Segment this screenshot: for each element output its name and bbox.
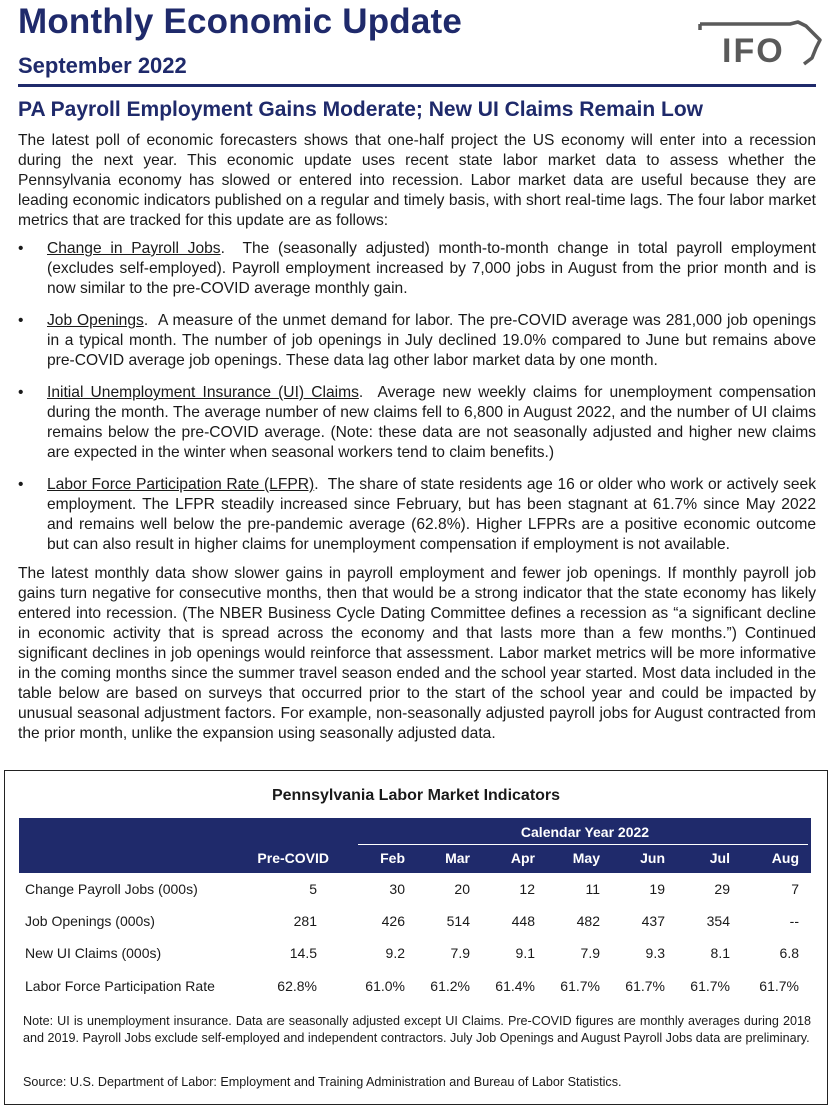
metric-term: Job Openings	[47, 312, 144, 329]
column-header: Aug	[771, 850, 799, 866]
metric-description: Average new weekly claims for unemployment compensation during the month. The average number of new claims fell to 6,800 in August 2022, and the number of UI claims remains below the pre-COVID average. (Note: these data are not seasonally adjusted and higher new claims are expected in the winter when seasonal workers tend to claim benefits.)	[47, 384, 816, 461]
table-cell: 61.0%	[365, 978, 405, 994]
report-date: September 2022	[18, 53, 187, 78]
table-cell: 11	[585, 881, 600, 897]
table-cell: 5	[309, 881, 317, 897]
row-label: Change Payroll Jobs (000s)	[25, 881, 198, 897]
metric-description: A measure of the unmet demand for labor. The pre-COVID average was 281,000 job openings in a typical month. The number of job openings in July declined 19.0% compared to June but remains above pre-COVID average job openings. These data lag other labor market data by one month.	[47, 312, 816, 369]
table-header	[19, 818, 811, 873]
table-cell: 482	[576, 913, 600, 929]
table-cell: 12	[519, 881, 535, 897]
table-cell: --	[789, 913, 799, 929]
metric-term: Labor Force Participation Rate (LFPR)	[47, 476, 315, 493]
article-headline: PA Payroll Employment Gains Moderate; New UI Claims Remain Low	[18, 98, 703, 121]
ifo-logo	[694, 18, 824, 74]
metric-term: Initial Unemployment Insurance (UI) Claims	[47, 384, 359, 401]
column-header: May	[572, 850, 600, 866]
table-cell: 61.7%	[759, 978, 799, 994]
table-cell: 448	[511, 913, 535, 929]
table-cell: 281	[293, 913, 317, 929]
table-cell: 9.3	[645, 945, 665, 961]
table-note: Note: UI is unemployment insurance. Data are seasonally adjusted except UI Claims. Pre-COVID figures are monthly averages during 2018 and 2019. Payroll Jobs exclude self-employed and independent contractors. July Job Openings and August Payroll Jobs data are preliminary.	[23, 1014, 811, 1045]
table-row	[19, 941, 811, 965]
table-cell: 61.7%	[690, 978, 730, 994]
indicators-table-box	[4, 770, 828, 1105]
table-cell: 514	[446, 913, 470, 929]
column-header: Pre-COVID	[257, 850, 329, 866]
table-cell: 7.9	[450, 945, 470, 961]
table-cell: 354	[706, 913, 730, 929]
table-row	[19, 877, 811, 901]
table-row	[19, 974, 811, 998]
column-header: Jun	[640, 850, 665, 866]
table-cell: 8.1	[710, 945, 730, 961]
logo-text: IFO	[722, 32, 785, 70]
header-underline	[358, 844, 808, 845]
table-cell: 62.8%	[277, 978, 317, 994]
row-label: Labor Force Participation Rate	[25, 978, 215, 994]
calendar-year-header: Calendar Year 2022	[520, 824, 650, 840]
row-label: Job Openings (000s)	[25, 913, 155, 929]
intro-paragraph: The latest poll of economic forecasters shows that one-half project the US economy will enter into a recession during the next year. This economic update uses recent state labor market data to assess whether the Pennsylvania economy has slowed or entered into recession. Labor market data are useful because they are leading economic indicators published on a regular and timely basis, with short real-time lags. The four labor market metrics that are tracked for this update are as follows:	[18, 132, 816, 229]
table-cell: 20	[454, 881, 470, 897]
table-cell: 426	[381, 913, 405, 929]
column-header: Jul	[709, 850, 730, 866]
table-cell: 61.2%	[430, 978, 470, 994]
table-source: Source: U.S. Department of Labor: Employment and Training Administration and Bureau of Labor Statistics.	[23, 1075, 622, 1089]
table-cell: 29	[714, 881, 730, 897]
table-cell: 61.7%	[560, 978, 600, 994]
table-cell: 9.2	[385, 945, 405, 961]
column-header: Mar	[445, 850, 470, 866]
closing-paragraph: The latest monthly data show slower gains in payroll employment and fewer job openings. If monthly payroll job gains turn negative for consecutive months, then that would be a strong indicator that the state economy has likely entered into recession. (The NBER Business Cycle Dating Committee defines a recession as “a significant decline in economic activity that is spread across the economy and that lasts more than a few months.”) Continued significant declines in job openings would reinforce that assessment. Labor market metrics will be more informative in the coming months since the summer travel season ended and the school year started. Most data included in the table below are based on surveys that occurred prior to the start of the school year and could be impacted by unusual seasonal adjustment factors. For example, non-seasonally adjusted payroll jobs for August contracted from the prior month, unlike the expansion using seasonally adjusted data.	[18, 565, 816, 742]
table-cell: 19	[649, 881, 665, 897]
article-body	[18, 131, 816, 744]
metric-item: • Job Openings. A measure of the unmet demand for labor. The pre-COVID average was 281,000 job openings in a typical month. The number of job openings in July declined 19.0% compared to June but remains above pre-COVID average job openings. These data lag other labor market data by one month.	[18, 311, 816, 371]
report-header	[18, 0, 818, 86]
metric-description: The share of state residents age 16 or older who work or actively seek employment. The LFPR steadily increased since February, but has been stagnant at 61.7% since May 2022 and remains well below the pre-pandemic average (62.8%). Higher LFPRs are a positive economic outcome but can also result in higher claims for unemployment compensation if employment is not available.	[47, 476, 817, 553]
table-row	[19, 909, 811, 933]
table-title: Pennsylvania Labor Market Indicators	[271, 787, 561, 804]
metrics-list	[18, 239, 816, 555]
table-cell: 9.1	[515, 945, 535, 961]
row-label: New UI Claims (000s)	[25, 945, 162, 961]
column-header: Feb	[380, 850, 405, 866]
table-cell: 7.9	[580, 945, 600, 961]
report-title: Monthly Economic Update	[18, 2, 463, 41]
table-cell: 61.4%	[495, 978, 535, 994]
table-cell: 14.5	[289, 945, 317, 961]
metric-item: • Change in Payroll Jobs. The (seasonally adjusted) month-to-month change in total payroll employment (excludes self-employed). Payroll employment increased by 7,000 jobs in August from the prior month and is now similar to the pre-COVID average monthly gain.	[18, 239, 816, 299]
metric-item: • Initial Unemployment Insurance (UI) Claims. Average new weekly claims for unemployment compensation during the month. The average number of new claims fell to 6,800 in August 2022, and the number of UI claims remains below the pre-COVID average. (Note: these data are not seasonally adjusted and higher new claims are expected in the winter when seasonal workers tend to claim benefits.)	[18, 383, 816, 463]
metric-description: The (seasonally adjusted) month-to-month change in total payroll employment (excludes self-employed). Payroll employment increased by 7,000 jobs in August from the prior month and is now similar to the pre-COVID average monthly gain.	[47, 240, 816, 297]
header-divider	[18, 84, 816, 87]
table-cell: 30	[389, 881, 405, 897]
table-cell: 61.7%	[625, 978, 665, 994]
table-cell: 7	[791, 881, 799, 897]
table-cell: 437	[641, 913, 665, 929]
metric-term: Change in Payroll Jobs	[47, 240, 221, 257]
column-header: Apr	[510, 850, 535, 866]
metric-item: • Labor Force Participation Rate (LFPR). The share of state residents age 16 or older who work or actively seek employment. The LFPR steadily increased since February, but has been stagnant at 61.7% since May 2022 and remains well below the pre-pandemic average (62.8%). Higher LFPRs are a positive economic outcome but can also result in higher claims for unemployment compensation if employment is not available.	[18, 475, 816, 555]
table-cell: 6.8	[779, 945, 799, 961]
